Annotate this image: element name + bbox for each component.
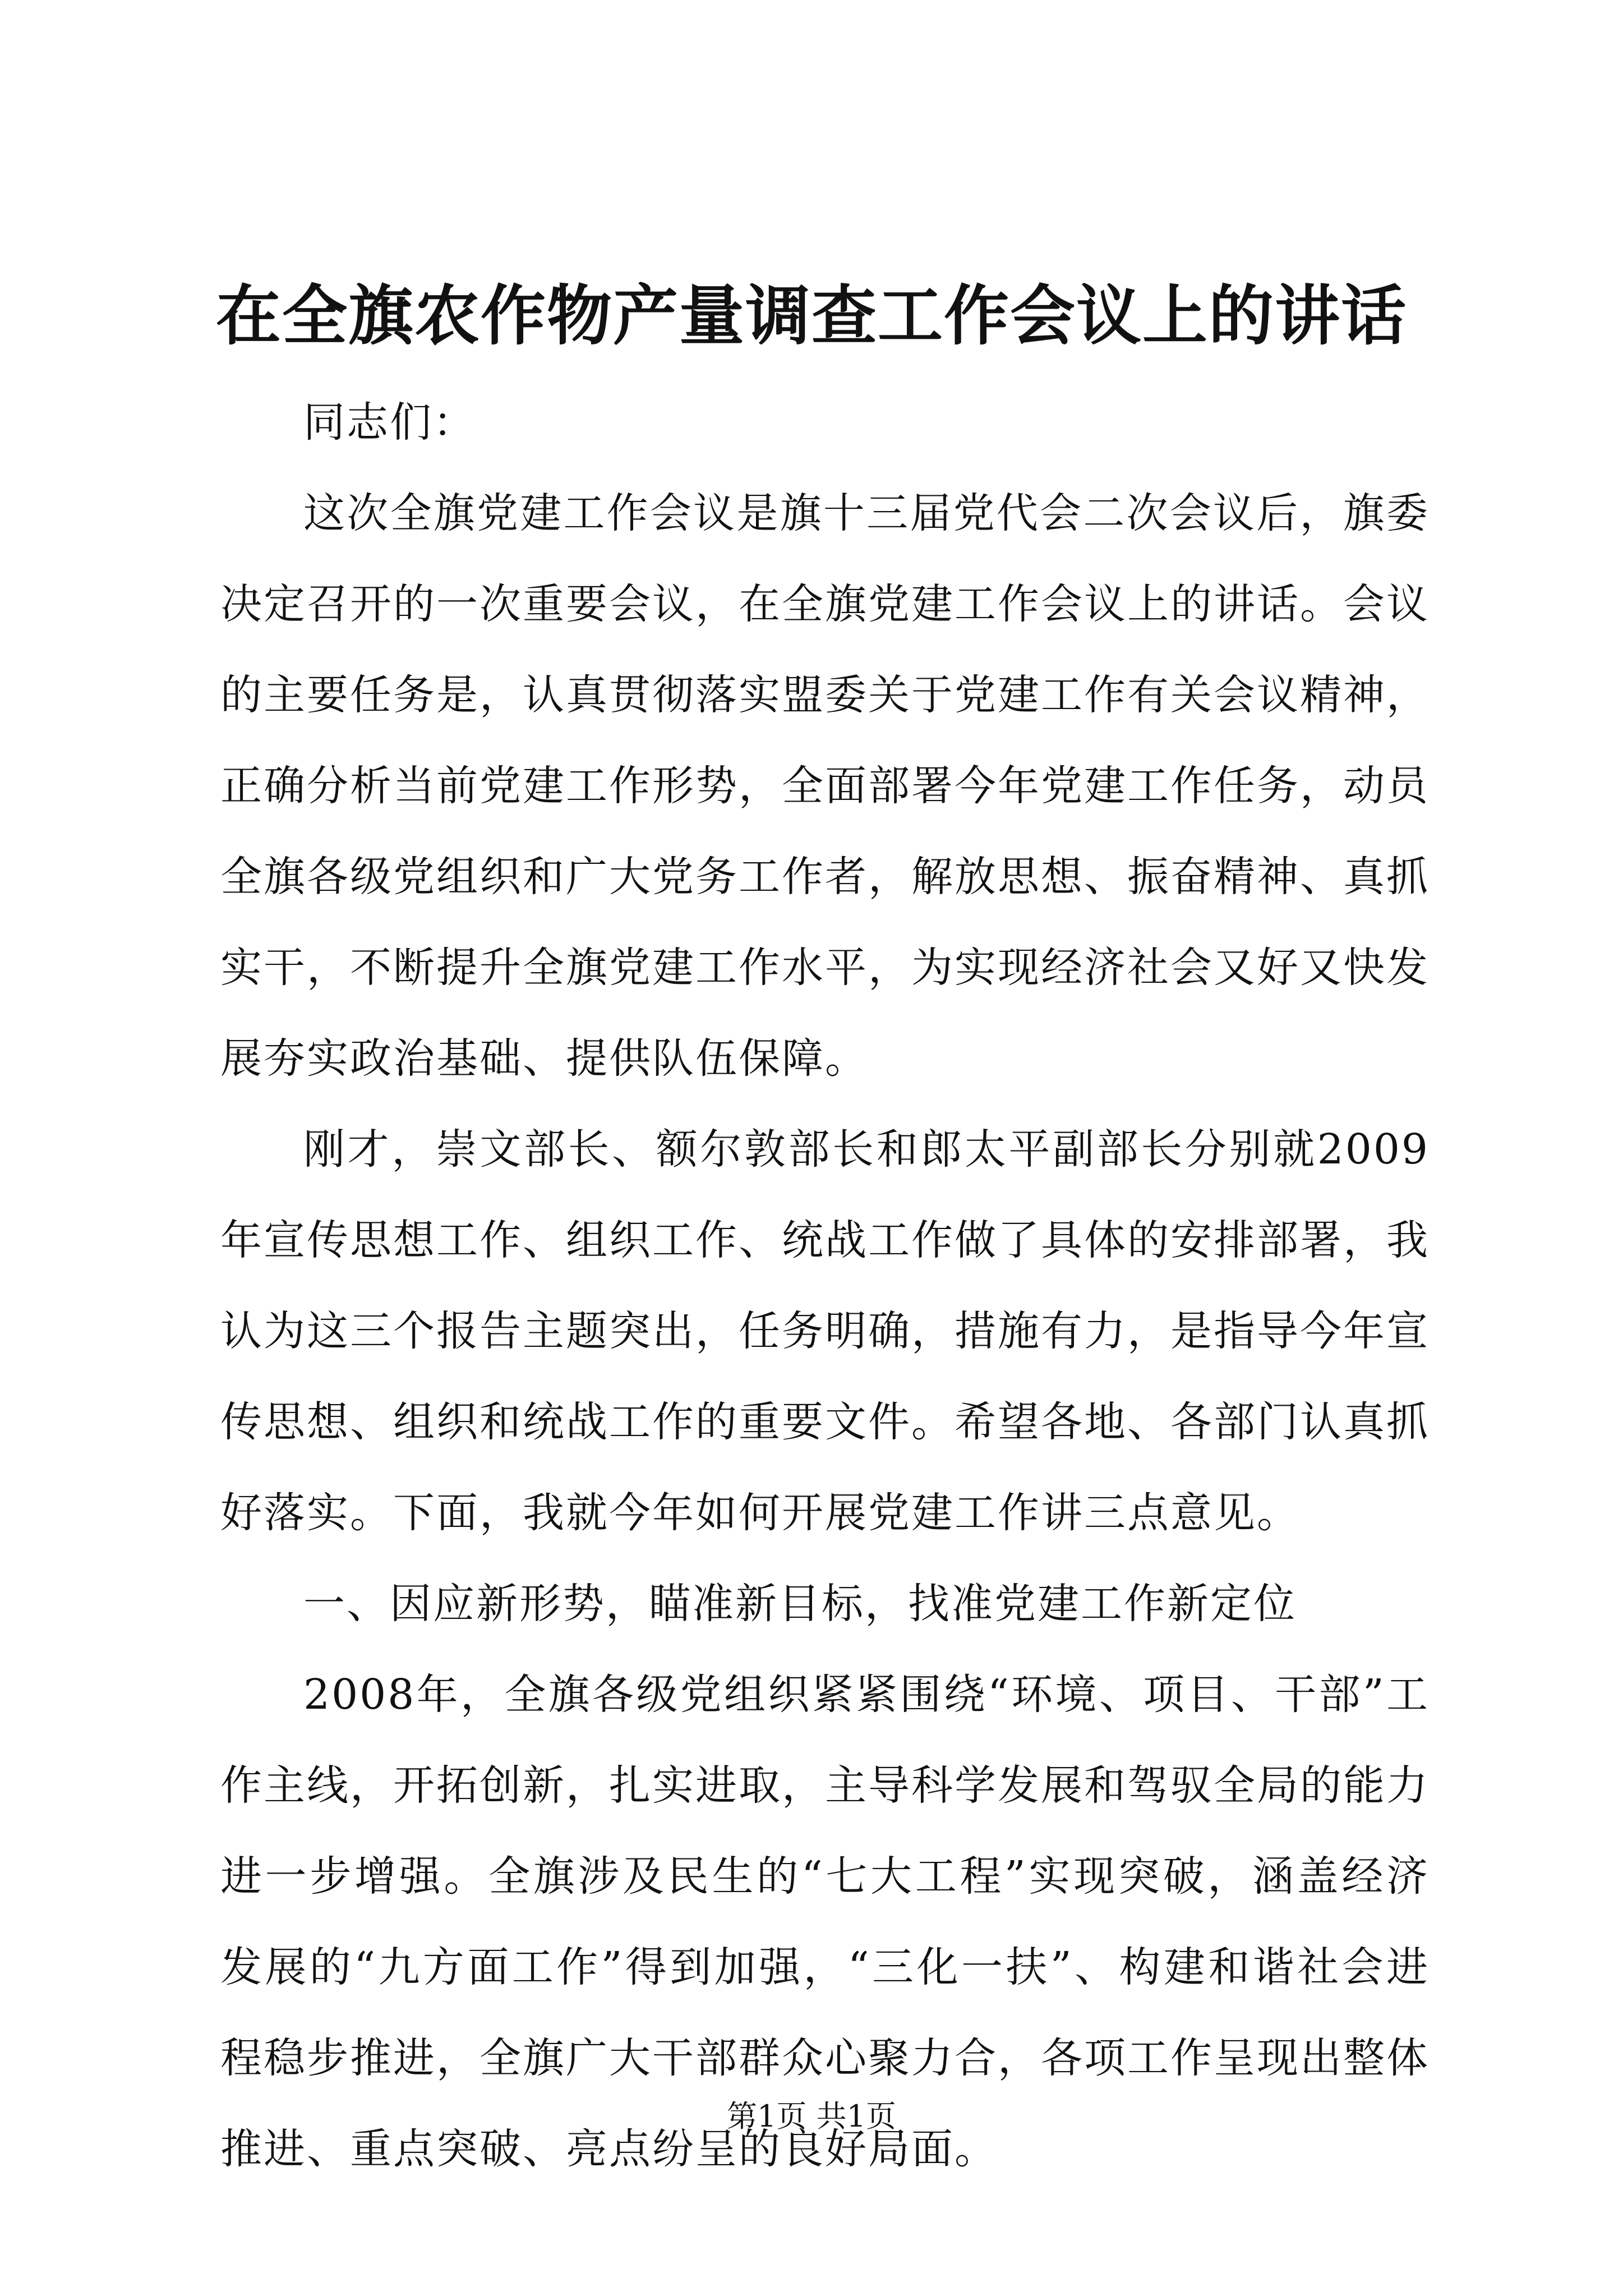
salutation: 同志们： bbox=[303, 398, 476, 447]
document-title: 在全旗农作物产量调查工作会议上的讲话 bbox=[216, 278, 1407, 354]
paragraph-reports-review: 刚才，崇文部长、额尔敦部长和郎太平副部长分别就2009年宣传思想工作、组织工作、统战工作做了具体的安排部署，我认为这三个报告主题突出，任务明确，措施有力，是指导今年宣传思想、组织和统战工作的重要文件。希望各地、各部门认真抓好落实。下面，我就今年如何开展党建工作讲三点意见。 bbox=[220, 1125, 1430, 1537]
paragraph-2008-review: 2008年，全旗各级党组织紧紧围绕“环境、项目、干部”工作主线，开拓创新，扎实进取，主导科学发展和驾驭全局的能力进一步增强。全旗涉及民生的“七大工程”实现突破，涵盖经济发展的“九方面工作”得到加强，“三化一扶”、构建和谐社会进程稳步推进，全旗广大干部群众心聚力合，各项工作呈现出整体推进、重点突破、亮点纷呈的良好局面。 bbox=[220, 1671, 1430, 2173]
paragraph-meeting-purpose: 这次全旗党建工作会议是旗十三届党代会二次会议后，旗委决定召开的一次重要会议，在全旗党建工作会议上的讲话。会议的主要任务是，认真贯彻落实盟委关于党建工作有关会议精神，正确分析当前党建工作形势，全面部署今年党建工作任务，动员全旗各级党组织和广大党务工作者，解放思想、振奋精神、真抓实干，不断提升全旗党建工作水平，为实现经济社会又好又快发展夯实政治基础、提供队伍保障。 bbox=[220, 489, 1430, 1083]
document-body bbox=[220, 377, 1430, 2194]
page-number-footer: 第1页 共1页 bbox=[727, 2099, 896, 2134]
section-heading-one: 一、因应新形势，瞄准新目标，找准党建工作新定位 bbox=[303, 1580, 1297, 1628]
